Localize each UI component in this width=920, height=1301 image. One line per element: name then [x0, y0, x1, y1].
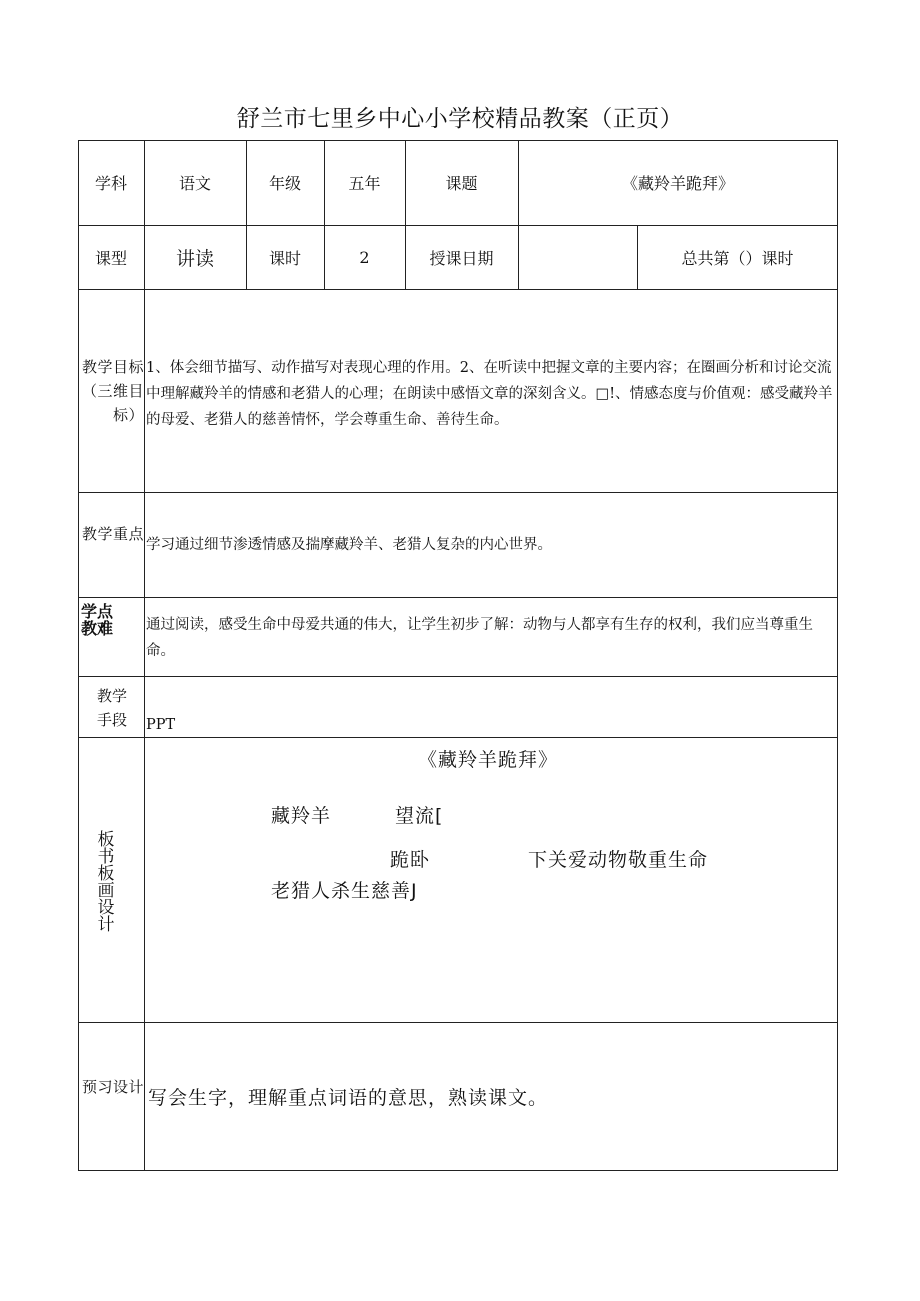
- hours-value: 2: [359, 247, 370, 267]
- board-line2-a: 跪卧: [390, 849, 431, 871]
- board-line2-b: 下关爱动物敬重生命: [528, 849, 709, 871]
- focus-text: 学习通过细节渗透情感及揣摩藏羚羊、老猎人复杂的内心世界。: [146, 537, 552, 553]
- date-label: 授课日期: [429, 248, 494, 268]
- focus-label: 教学重点: [81, 525, 144, 543]
- topic-label: 课题: [445, 174, 478, 193]
- row-divider: [78, 289, 838, 290]
- means-value: PPT: [146, 717, 176, 733]
- subject-label: 学科: [94, 174, 127, 193]
- topic-value: 《藏羚羊跪拜》: [621, 174, 734, 193]
- grade-value: 五年: [348, 174, 381, 193]
- row-divider: [78, 492, 838, 493]
- goals-label: 教学目标（三维目标）: [81, 358, 144, 424]
- type-value: 讲读: [175, 247, 214, 270]
- hours-label: 课时: [268, 248, 301, 268]
- col-divider: [144, 140, 145, 1171]
- total-hours-label: 总共第（）课时: [681, 248, 794, 268]
- grade-label: 年级: [268, 174, 301, 193]
- board-line1-b: 望流[: [395, 805, 444, 827]
- type-label: 课型: [94, 248, 127, 268]
- board-line1-a: 藏羚羊: [271, 805, 332, 827]
- date-value: [518, 225, 637, 289]
- row-divider: [78, 1022, 838, 1023]
- difficulty-text: 通过阅读，感受生命中母爱共通的伟大，让学生初步了解：动物与人都享有生存的权利，我们应当尊重生命。: [146, 617, 813, 659]
- board-line3: 老猎人杀生慈善J: [271, 880, 418, 902]
- difficulty-label: 学点教难: [80, 602, 113, 638]
- page-title: 舒兰市七里乡中心小学校精品教案（正页）: [236, 106, 684, 132]
- subject-value: 语文: [178, 174, 211, 193]
- goals-text: 1、体会细节描写、动作描写对表现心理的作用。2、在听读中把握文章的主要内容；在圈画分析和讨论交流中理解藏羚羊的情感和老猎人的心理；在朗读中感悟文章的深刻含义。□!、情感态度与价值观：感受藏羚羊的母爱、老猎人的慈善情怀，学会尊重生命、善待生命。: [146, 360, 833, 428]
- board-title: 《藏羚羊跪拜》: [418, 749, 559, 771]
- preview-text: 写会生字，理解重点词语的意思，熟读课文。: [148, 1087, 549, 1109]
- row-divider: [78, 597, 838, 598]
- preview-label: 预习设计: [81, 1078, 144, 1096]
- row-divider: [78, 676, 838, 677]
- board-label: 板书板画设计: [97, 830, 115, 935]
- means-label: 教学手段: [96, 687, 127, 729]
